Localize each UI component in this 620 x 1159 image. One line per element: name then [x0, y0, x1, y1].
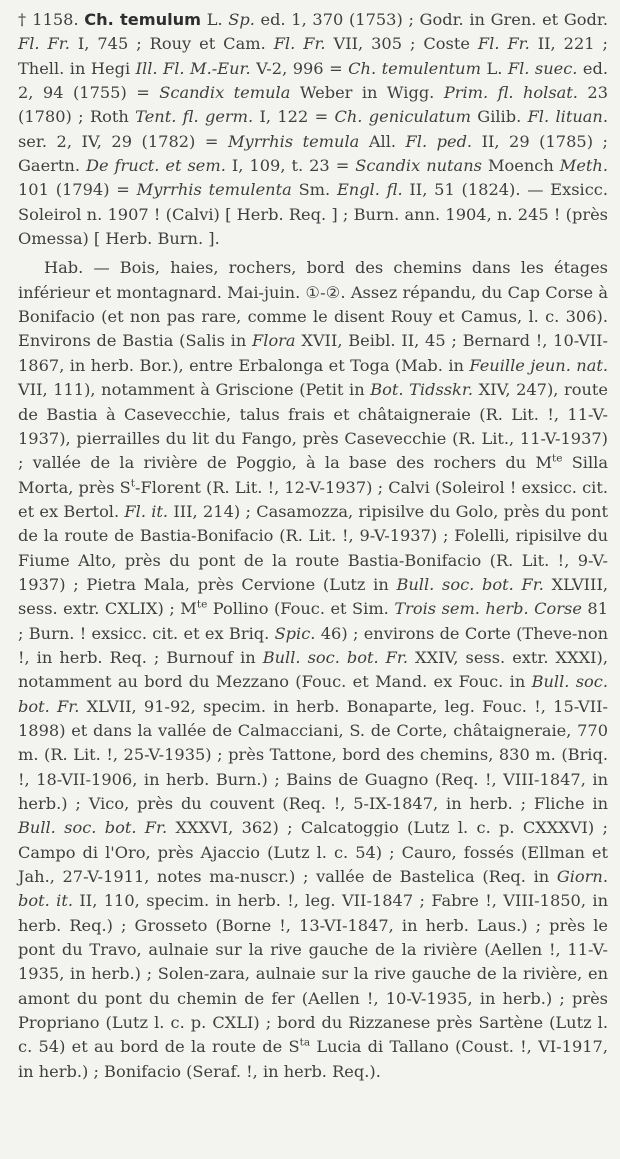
- italic-run: Bull. soc. bot. Fr.: [396, 574, 544, 594]
- text-run: I, 109, t. 23 =: [225, 156, 356, 176]
- text-run: Moench: [481, 156, 560, 176]
- entry-number: † 1158.: [18, 10, 79, 29]
- italic-run: Ill. Fl. M.-Eur.: [135, 58, 251, 78]
- text-run: XIV, 247), route de Bastia à Casevecchie, talus frais et châtaigneraie (R. Lit. !, 11-V-1937), pierrailles du lit du Fango, près Casevecchie (R. Lit., 11-V-1937) ; vallée de la rivière de Poggio, à la base des rochers du M: [18, 380, 608, 473]
- italic-run: Tent. fl. germ.: [135, 107, 254, 127]
- text-run: Sm.: [291, 180, 337, 200]
- text-run: -Florent (R. Lit. !, 12-V-1937) ; Calvi (Soleirol ! exsicc. cit. et ex Bertol.: [18, 477, 608, 521]
- synonymy-paragraph: [18, 8, 608, 251]
- text-run: 23 (1780) ; Roth: [18, 83, 609, 127]
- italic-run: Engl. fl.: [336, 180, 403, 200]
- italic-run: Fl. lituan.: [527, 107, 608, 127]
- text-run: XXIV, sess. extr. XXXI), notamment au bord du Mezzano (Fouc. et Mand. ex Fouc. in: [18, 647, 608, 692]
- text-run: II, 221 ; Thell. in Hegi: [18, 34, 608, 78]
- italic-run: Fl. it.: [124, 501, 169, 521]
- italic-run: Flora: [252, 331, 296, 351]
- italic-run: Prim. fl. holsat.: [443, 83, 578, 103]
- superscript-run: te: [196, 598, 208, 611]
- italic-run: Fl. Fr.: [18, 34, 70, 54]
- italic-run: Fl. Fr.: [477, 34, 530, 54]
- text-run: VII, 111), notamment à Griscione (Petit in: [18, 380, 371, 400]
- italic-run: Ch. temulentum: [348, 58, 481, 78]
- text-run: II, 51 (1824). — Exsicc. Soleirol n. 1907 ! (Calvi) [ Herb. Req. ] ; Burn. ann. 1904, n. 245 ! (près Omessa) [ Herb. Burn. ].: [18, 180, 608, 249]
- text-run: I, 745 ; Rouy et Cam.: [69, 34, 274, 54]
- italic-run: Myrrhis temulenta: [136, 180, 292, 200]
- text-run: V-2, 996 =: [250, 58, 349, 78]
- italic-run: De fruct. et sem.: [85, 156, 226, 176]
- text-run: L.: [480, 58, 508, 78]
- text-run: XXXVI, 362) ; Calcatoggio (Lutz l. c. p. CXXXVI) ; Campo di l'Oro, près Ajaccio (Lutz l. c. 54) ; Cauro, fossés (Ellman et Jah., 27-V-1911, notes ma-nuscr.) ; vallée de Bastelica (Req. in: [18, 818, 608, 887]
- text-run: L.: [206, 10, 229, 29]
- synonymy-text: [18, 10, 608, 248]
- text-run: Lucia di Tallano (Coust. !, VI-1917, in herb.) ; Bonifacio (Seraf. !, in herb. Req.).: [18, 1037, 608, 1081]
- italic-run: Spic.: [274, 623, 316, 643]
- italic-run: Trois sem. herb. Corse: [394, 599, 582, 619]
- italic-run: Fl. Fr.: [273, 34, 326, 54]
- species-name: Ch. temulum: [84, 10, 202, 29]
- text-run: Gilib.: [470, 107, 528, 127]
- italic-run: Myrrhis temula: [227, 131, 360, 151]
- superscript-run: t: [130, 477, 135, 490]
- text-run: III, 214) ; Casamozza, ripisilve du Golo, près du pont de la route de Bastia-Bonifacio (R. Lit. !, 9-V-1937) ; Folelli, ripisilve du Fiume Alto, près du pont de la route Bastia-Bonifacio (R. Lit. !, 9-V-1937) ; Pietra Mala, près Cervione (Lutz in: [18, 501, 608, 594]
- italic-run: Bull. soc. bot. Fr.: [262, 647, 409, 667]
- text-run: 46) ; environs de Corte (Theve-non !, in herb. Req. ; Burnouf in: [18, 623, 608, 667]
- italic-run: Sp.: [228, 10, 255, 29]
- text-run: I, 122 =: [253, 107, 335, 127]
- habitat-paragraph: [18, 256, 608, 1084]
- italic-run: Scandix nutans: [355, 156, 482, 176]
- italic-run: Ch. geniculatum: [334, 107, 471, 127]
- italic-run: Bull. soc. bot. Fr.: [18, 818, 168, 838]
- text-run: II, 29 (1785) ; Gaertn.: [18, 131, 608, 176]
- text-run: ed. 1, 370 (1753) ; Godr. in Gren. et Godr.: [254, 10, 608, 29]
- text-run: Hab. — Bois, haies, rochers, bord des chemins dans les étages inférieur et montagnard. Mai-juin. ①-②. Assez répandu, du Cap Corse à Bonifacio (et non pas rare, comme le disent Rouy et Camus, l. c. 306). Environs de Bastia (Salis in: [18, 258, 608, 351]
- text-run: ser. 2, IV, 29 (1782) =: [18, 131, 228, 151]
- superscript-run: te: [552, 452, 563, 465]
- italic-run: Bull. soc. bot. Fr.: [18, 672, 608, 716]
- habitat-text: [18, 258, 608, 1080]
- text-run: XLVII, 91-92, specim. in herb. Bonaparte, leg. Fouc. !, 15-VII-1898) et dans la vallée de Calmacciani, S. de Corte, châtaigneraie, 770 m. (R. Lit. !, 25-V-1935) ; près Tattone, bord des chemins, 830 m. (Briq. !, 18-VII-1906, in herb. Burn.) ; Bains de Guagno (Req. !, VIII-1847, in herb.) ; Vico, près du couvent (Req. !, 5-IX-1847, in herb. ; Fliche in: [18, 696, 608, 813]
- italic-run: Bot. Tidsskr.: [370, 380, 473, 400]
- italic-run: Feuille jeun. nat.: [469, 355, 608, 375]
- text-run: Weber in Wigg.: [290, 83, 444, 103]
- text-run: VII, 305 ; Coste: [325, 34, 478, 54]
- italic-run: Giorn. bot. it.: [18, 867, 608, 911]
- italic-run: Fl. ped.: [405, 131, 473, 151]
- italic-run: Meth.: [559, 156, 608, 176]
- text-run: Silla Morta, près S: [18, 453, 608, 497]
- text-run: 101 (1794) =: [18, 180, 137, 200]
- italic-run: Scandix temula: [159, 83, 291, 103]
- superscript-run: ta: [299, 1037, 311, 1050]
- text-run: XVII, Beibl. II, 45 ; Bernard !, 10-VII-1867, in herb. Bor.), entre Erbalonga et Toga (Mab. in: [18, 331, 608, 375]
- text-run: II, 110, specim. in herb. !, leg. VII-1847 ; Fabre !, VIII-1850, in herb. Req.) ; Grosseto (Borne !, 13-VI-1847, in herb. Laus.) ; près le pont du Travo, aulnaie sur la rive gauche de la rivière (Aellen !, 11-V-1935, in herb.) ; Solen-zara, aulnaie sur la rive gauche de la rivière, en amont du pont du chemin de fer (Aellen !, 10-V-1935, in herb.) ; près Propriano (Lutz l. c. p. CXLI) ; bord du Rizzanese près Sartène (Lutz l. c. 54) et au bord de la route de S: [18, 891, 609, 1057]
- text-run: ed. 2, 94 (1755) =: [18, 58, 609, 103]
- text-run: XLVIII, sess. extr. CXLIX) ; M: [18, 574, 608, 619]
- text-run: All.: [359, 131, 406, 151]
- italic-run: Fl. suec.: [507, 58, 578, 78]
- text-run: 81 ; Burn. ! exsicc. cit. et ex Briq.: [18, 599, 609, 643]
- text-run: Pollino (Fouc. et Sim.: [207, 599, 395, 619]
